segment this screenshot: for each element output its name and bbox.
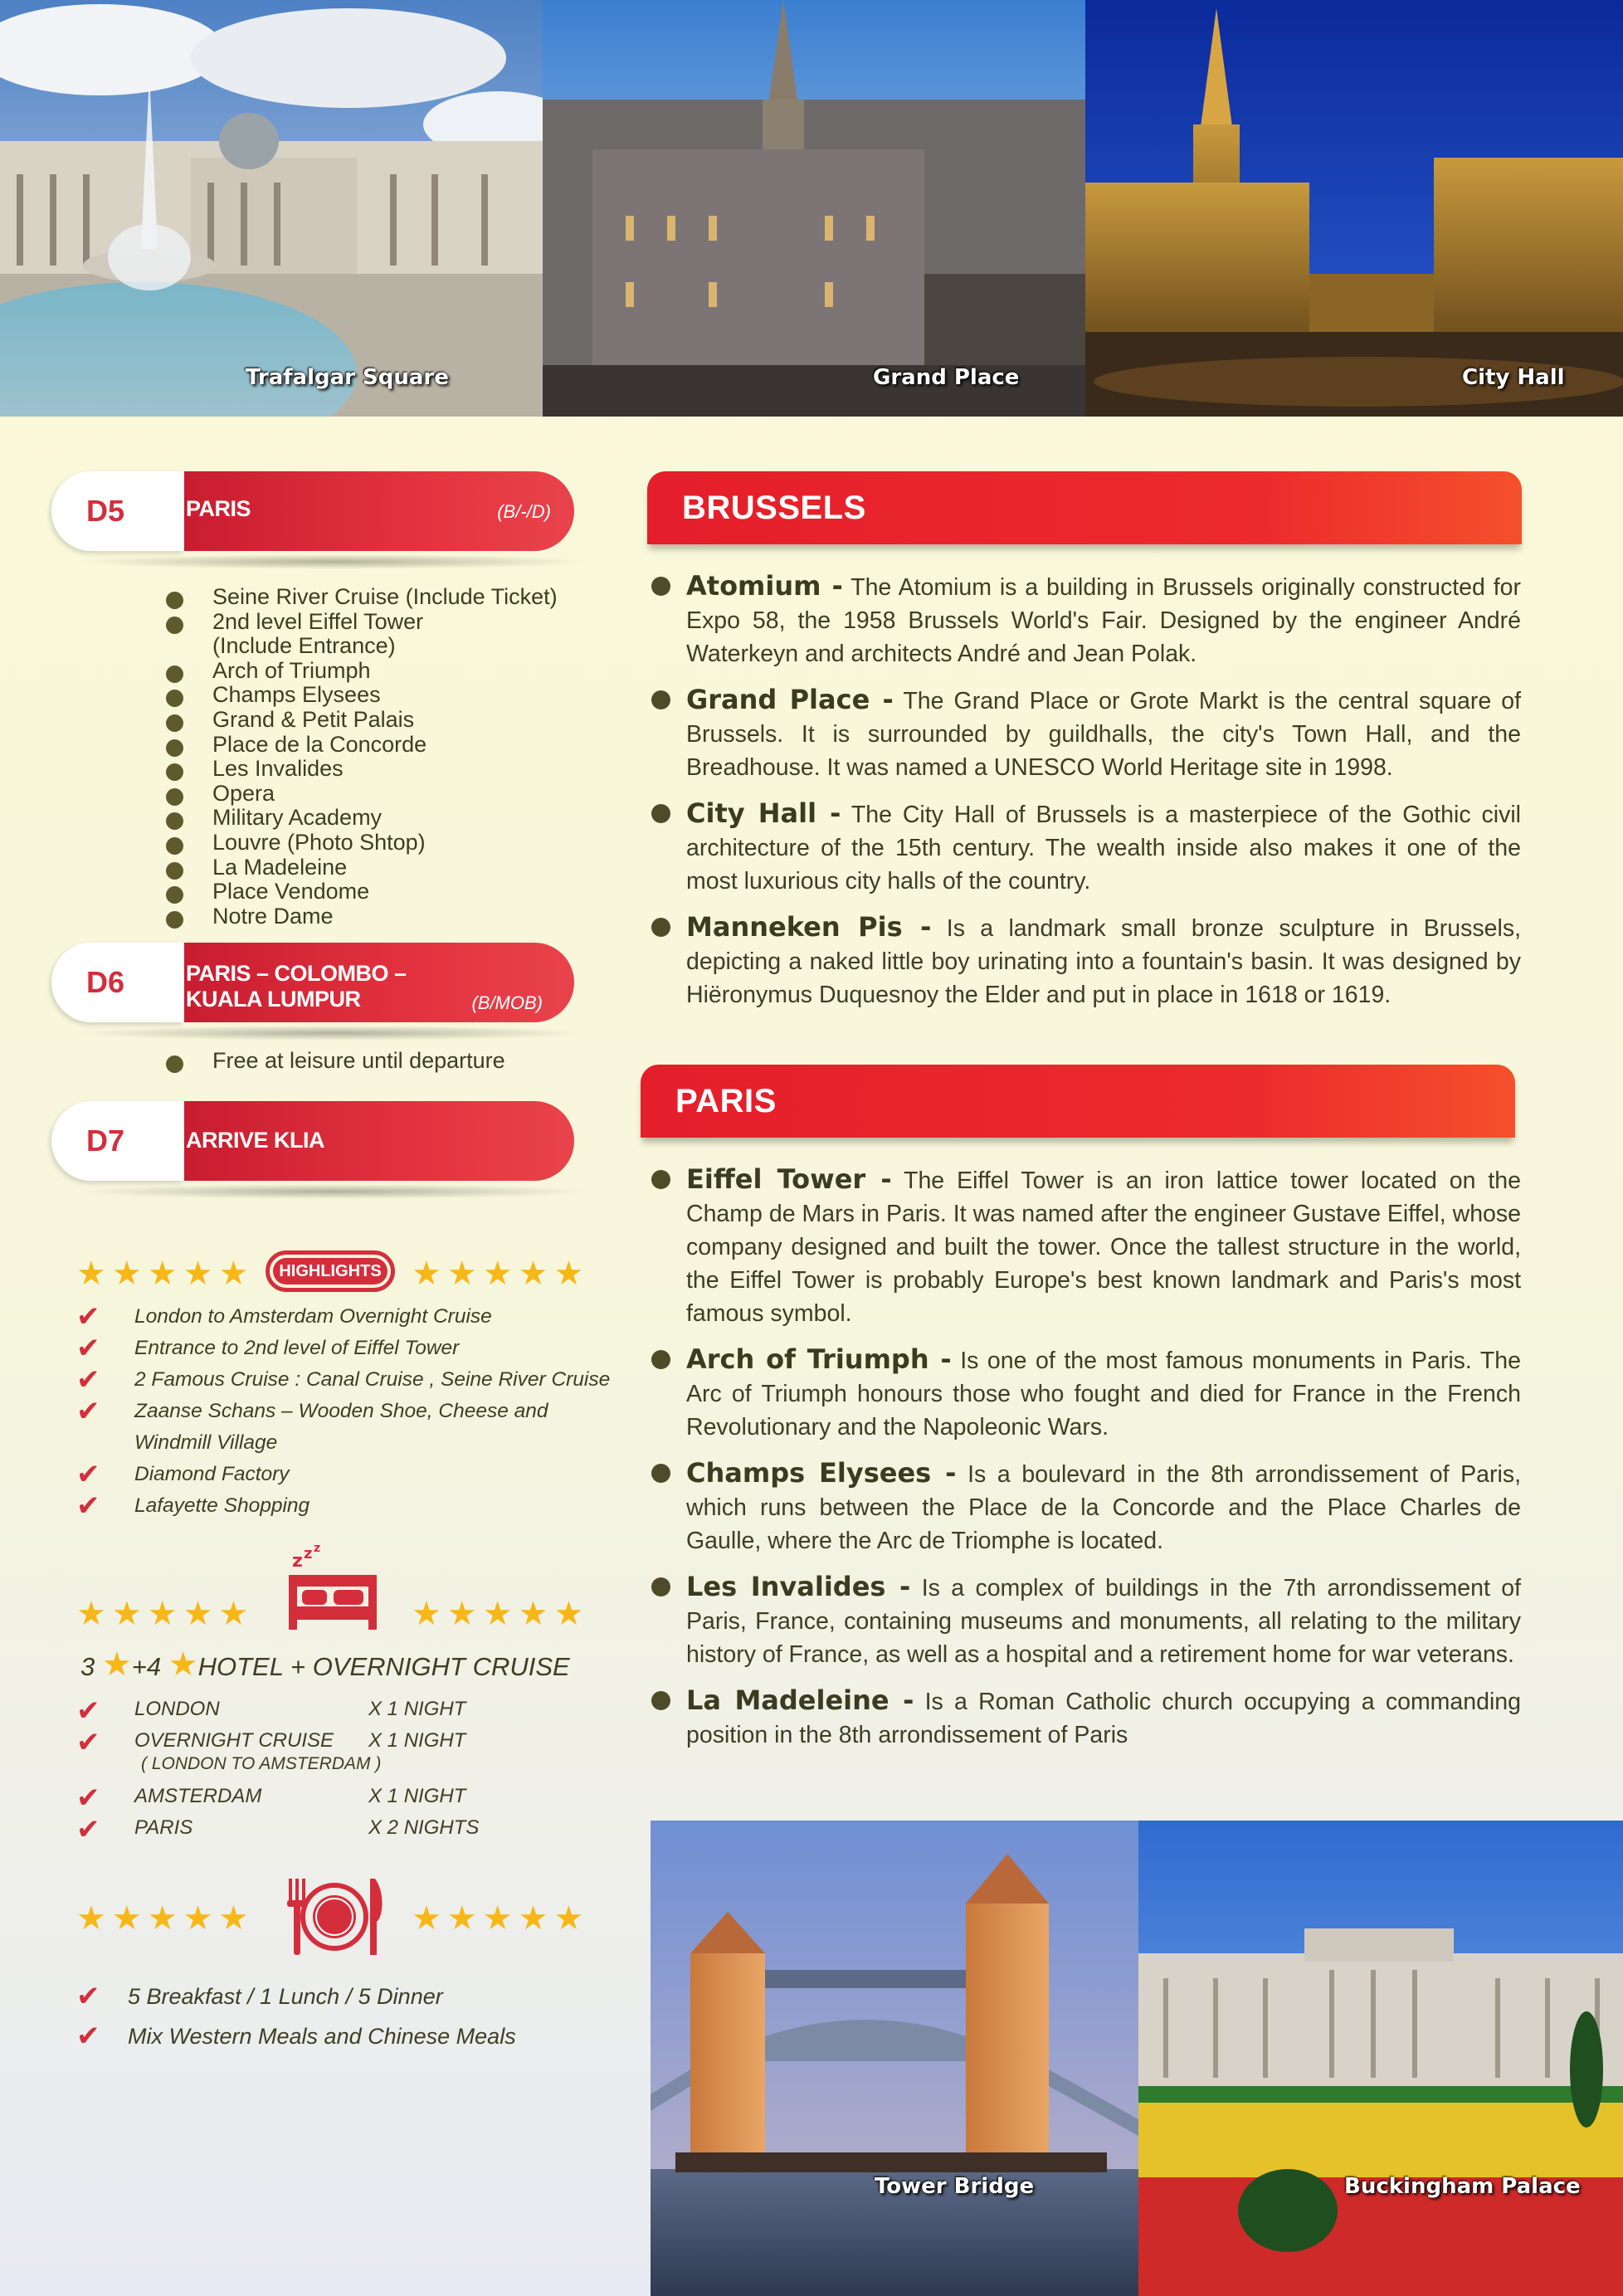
list-item: Seine River Cruise (Include Ticket) [166,585,558,610]
hotel-place: AMSTERDAM [134,1785,262,1807]
attraction-text: The City Hall of Brussels is a masterpiece of the Gothic civil architecture of the 15th century. The wealth inside also makes it one of the most luxurious city halls of the country. [686,802,1521,895]
list-item: Place de la Concorde [166,733,558,758]
attraction-text: Is a landmark small bronze sculpture in Brussels, depicting a naked little boy urinating into a fountain's basin. It was designed by Hiëronymus Duquesnoy the Elder and put in place in 1618 or 1619. [686,915,1521,1008]
attraction-text: Is a boulevard in the 8th arrondissement of Paris, which runs between the Place de la Concorde and the Place Charles de Gaulle, where the Arc de Triomphe is located. [686,1461,1522,1554]
hotel-nights: X 1 NIGHT [368,1698,466,1720]
attraction-text: Is a complex of buildings in the 7th arrondissement of Paris, France, containing museums and monuments, all relating to the military history of France, as well as a hospital and a retirement home for war veterans. [686,1575,1522,1668]
hotel-nights: X 1 NIGHT [368,1729,466,1752]
list-item: Place Vendome [166,880,558,904]
list-item: 2nd level Eiffel Tower [166,610,558,635]
check-icon: ✔ [76,1782,100,1814]
hotel-title-part: HOTEL + OVERNIGHT CRUISE [197,1652,570,1681]
list-item: ✔ London to Amsterdam Overnight Cruise [76,1301,610,1333]
day-code: D5 [86,494,125,528]
list-item: Opera [166,782,558,807]
list-item-text: (Include Entrance) [212,633,396,659]
list-item: ✔ Lafayette Shopping [76,1490,610,1522]
attraction-title: Atomium - [686,570,843,602]
photo-trafalgar-square [0,0,543,417]
hotel-place: LONDON [134,1698,220,1720]
list-item: ✔ Entrance to 2nd level of Eiffel Tower [76,1333,610,1364]
attraction-title: Eiffel Tower - [686,1163,892,1195]
stars-right: ★★★★★ [412,1255,590,1292]
hotel-nights: X 1 NIGHT [368,1785,466,1807]
attraction-text: Is a Roman Catholic church occupying a commanding position in the 8th arrondissement of Paris [686,1689,1522,1748]
day-city-line: KUALA LUMPUR [186,987,361,1012]
bed-icon [285,1542,380,1633]
list-item: La Madeleine [166,856,558,880]
list-item: ✔ 2 Famous Cruise : Canal Cruise , Seine River Cruise [76,1364,610,1396]
attraction-title: Grand Place - [686,684,894,715]
attraction-item [651,569,1521,670]
day-code: D6 [86,965,125,999]
day-city-line: PARIS – COLOMBO – [186,961,407,986]
svg-text:z: z [314,1542,321,1555]
hotel-title-part: +4 [131,1652,162,1681]
attraction-item [651,1684,1521,1752]
photo-caption: Trafalgar Square [246,365,449,390]
list-item: Arch of Triumph [166,659,558,684]
check-icon: ✔ [76,1727,100,1758]
stars-left: ★★★★★ [76,1255,255,1292]
stars-right: ★★★★★ [412,1900,590,1937]
photo-city-hall [1085,0,1623,417]
highlights-list [76,1301,610,1522]
star-icon: ★ [168,1646,198,1683]
photo-tower-bridge [651,1821,1138,2296]
stars-left: ★★★★★ [76,1596,255,1632]
plate-cutlery-icon [282,1875,387,1958]
attraction-title: La Madeleine - [686,1684,914,1716]
list-item: Notre Dame [166,904,558,929]
day-code: D7 [86,1124,125,1158]
brussels-attractions [651,569,1521,1024]
attraction-item [651,683,1521,784]
day-d5-header [51,471,574,551]
buckingham-palace-image [1138,1821,1623,2296]
check-icon: ✔ [76,1814,100,1845]
attraction-item [651,1456,1521,1557]
attraction-item [651,1570,1521,1671]
check-icon: ✔ [76,1695,100,1727]
list-item: Military Academy [166,806,558,831]
day-d7-header [51,1101,574,1181]
star-icon: ★ [101,1646,132,1683]
attraction-text: The Grand Place or Grote Markt is the central square of Brussels. It is surrounded by guildhalls, the city's Town Hall, and the Breadhouse. It was named a UNESCO World Heritage site in 1998. [686,688,1522,781]
list-item: Grand & Petit Palais [166,708,558,733]
hotel-title-part: 3 [80,1652,95,1681]
attraction-item [651,797,1521,898]
svg-text:z: z [304,1545,313,1562]
hotel-title [80,1645,570,1684]
attraction-title: Champs Elysees - [686,1457,957,1489]
paris-attractions [651,1163,1521,1764]
list-item: Champs Elysees [166,683,558,708]
list-item: ✔ 5 Breakfast / 1 Lunch / 5 Dinner [76,1977,516,2016]
attraction-item [651,1343,1521,1444]
attraction-title: Manneken Pis - [686,911,932,943]
attraction-text: The Atomium is a building in Brussels originally constructed for Expo 58, the 1958 Brussels World's Fair. Designed by the engineer André Waterkeyn and architects André and Jean Polak. [686,574,1521,667]
meals-list [76,1977,516,2056]
d6-itinerary-list [166,1049,505,1074]
tower-bridge-image [651,1821,1138,2296]
city-hall-image [1085,0,1623,417]
d5-itinerary-list [166,585,558,929]
brussels-banner [647,471,1522,544]
attraction-title: Les Invalides - [686,1571,911,1602]
trafalgar-square-image [0,0,543,417]
section-title: PARIS [675,1083,777,1119]
attraction-item [651,1163,1521,1330]
hotel-place-note: ( LONDON TO AMSTERDAM ) [141,1754,382,1773]
photo-caption: Grand Place [873,365,1020,390]
stars-left: ★★★★★ [76,1900,255,1937]
highlights-badge [266,1250,395,1292]
day-city [186,961,407,1012]
list-item: ✔ Diamond Factory [76,1459,610,1490]
highlights-label: HIGHLIGHTS [273,1258,387,1284]
attraction-item [651,910,1521,1012]
stars-right: ★★★★★ [412,1596,590,1632]
photo-caption: Buckingham Palace [1344,2174,1581,2199]
list-item-continuation [166,634,558,659]
attraction-title: Arch of Triumph - [686,1343,952,1375]
day-meals: (B/MOB) [471,992,543,1013]
list-item: Les Invalides [166,757,558,782]
attraction-text: The Eiffel Tower is an iron lattice tower located on the Champ de Mars in Paris. It was named after the engineer Gustave Eiffel, whose company designed and built the tower. Once the tallest structure in the world, the Eiffel Tower is probably Europe's best known landmark and Paris's most famous symbol. [686,1167,1522,1327]
day-meals: (B/-/D) [497,501,551,522]
hotel-place: OVERNIGHT CRUISE [134,1729,334,1752]
day-city: ARRIVE KLIA [186,1128,325,1153]
day-d6-header [51,943,574,1022]
day-city: PARIS [186,496,251,521]
hotel-place: PARIS [134,1816,193,1839]
attraction-text: Is one of the most famous monuments in Paris. The Arc of Triumph honours those who fought and died for France in the French Revolutionary and the Napoleonic Wars. [686,1348,1521,1440]
list-item: Louvre (Photo Shtop) [166,831,558,856]
svg-text:z: z [292,1551,303,1572]
paris-banner [641,1065,1515,1138]
photo-buckingham-palace [1138,1821,1623,2296]
attraction-title: City Hall - [686,797,841,829]
photo-caption: Tower Bridge [875,2174,1035,2199]
list-item: Free at leisure until departure [166,1049,505,1074]
grand-place-image [543,0,1085,417]
photo-grand-place [543,0,1085,417]
photo-caption: City Hall [1462,365,1565,390]
list-item: ✔ Zaanse Schans – Wooden Shoe, Cheese and Windmill Village [76,1396,566,1459]
list-item: ✔ Mix Western Meals and Chinese Meals [76,2016,516,2056]
section-title: BRUSSELS [682,490,866,526]
hotel-nights: X 2 NIGHTS [368,1816,480,1839]
